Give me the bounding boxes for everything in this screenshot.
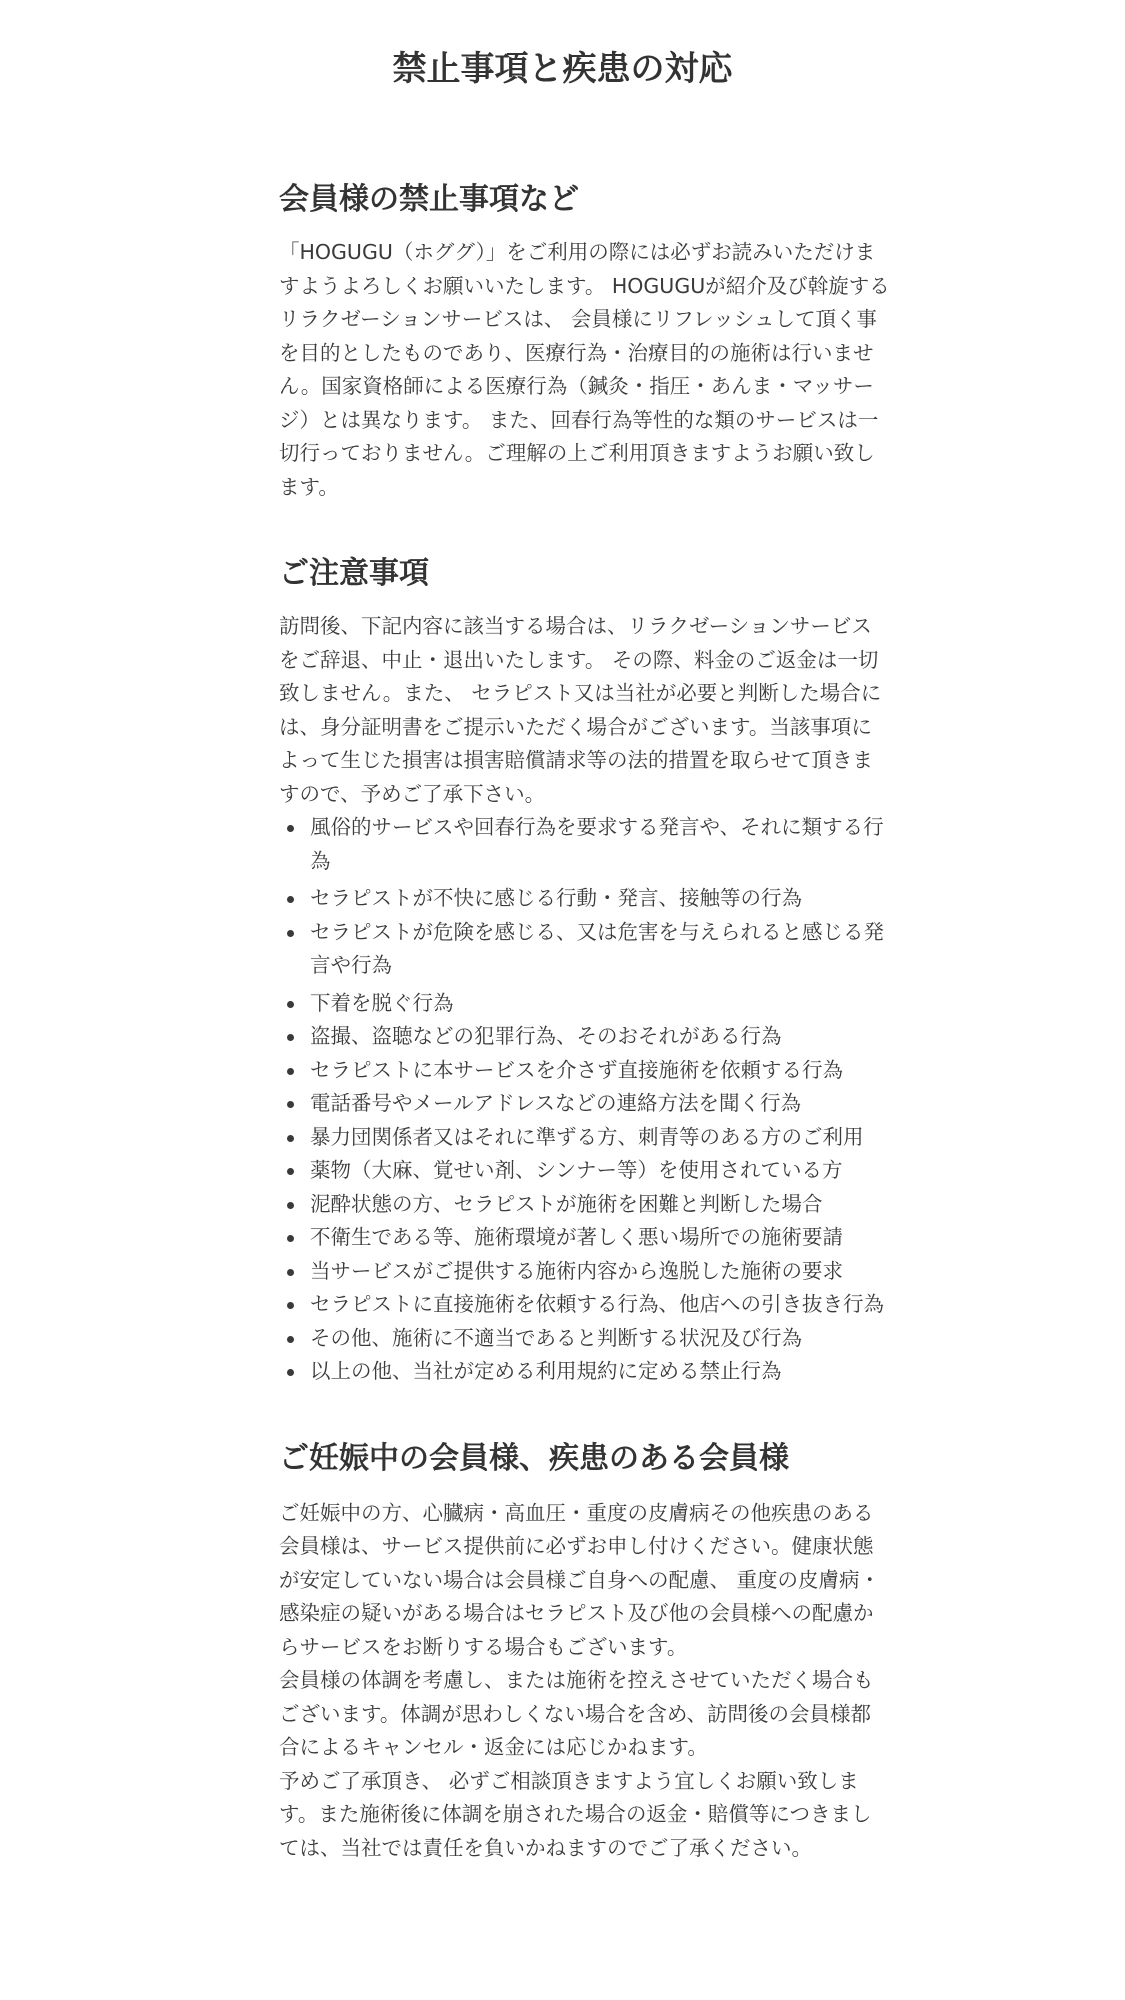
list-item-text: セラピストが不快に感じる行動・発言、接触等の行為 — [310, 886, 802, 910]
list-item — [279, 987, 891, 1021]
bullet-icon — [287, 1269, 294, 1276]
list-item — [279, 916, 891, 983]
list-item-text: セラピストが危険を感じる、又は危害を与えられると感じる発言や行為 — [310, 919, 884, 977]
bullet-icon — [287, 1302, 294, 1309]
list-item-text: 風俗的サービスや回春行為を要求する発言や、それに類する行為 — [310, 815, 884, 873]
list-item — [279, 1188, 891, 1222]
prohibited-acts-list — [279, 811, 891, 1389]
list-item-text: セラピストに本サービスを介さず直接施術を依頼する行為 — [310, 1057, 843, 1082]
list-item-text: 盗撮、盗聴などの犯罪行為、そのおそれがある行為 — [310, 1024, 782, 1048]
list-item-text: 暴力団関係者又はそれに準ずる方、刺青等のある方のご利用 — [310, 1124, 864, 1149]
bullet-icon — [287, 896, 294, 903]
list-item — [279, 1355, 891, 1389]
list-item-text: 薬物（大麻、覚せい剤、シンナー等）を使用されている方 — [310, 1158, 843, 1182]
bullet-icon — [287, 1336, 294, 1343]
list-item-text: 以上の他、当社が定める利用規約に定める禁止行為 — [310, 1359, 782, 1383]
bullet-icon — [287, 1235, 294, 1242]
bullet-icon — [287, 1034, 294, 1041]
section-cautions — [279, 550, 891, 1389]
list-item-text: 下着を脱ぐ行為 — [310, 990, 454, 1015]
list-item-text: 不衛生である等、施術環境が著しく悪い場所での施術要請 — [310, 1225, 843, 1249]
bullet-icon — [287, 1369, 294, 1376]
bullet-icon — [287, 1202, 294, 1209]
list-item — [279, 1255, 891, 1289]
bullet-icon — [287, 1101, 294, 1108]
list-item-text: セラピストに直接施術を依頼する行為、他店への引き抜き行為 — [310, 1292, 884, 1316]
list-item-text: 泥酔状態の方、セラピストが施術を困難と判断した場合 — [310, 1191, 823, 1216]
bullet-icon — [287, 1168, 294, 1175]
section-paragraph: 予めご了承頂き、 必ずご相談頂きますよう宜しくお願い致します。また施術後に体調を崩された場合の返金・賠償等につきましては、当社では責任を負いかねますのでご了承ください。 — [279, 1768, 872, 1860]
list-item — [279, 1288, 891, 1322]
bullet-icon — [287, 930, 294, 937]
section-paragraph: ご妊娠中の方、心臓病・高血圧・重度の皮膚病その他疾患のある会員様は、サービス提供前に必ずお申し付けください。健康状態が安定していない場合は会員様ご自身への配慮、 重度の皮膚病・感染症の疑いがある場合はセラピスト及び他の会員様への配慮からサービスをお断りする場合もございます。 — [279, 1500, 881, 1659]
section-member-prohibitions — [279, 176, 891, 504]
list-item-text: その他、施術に不適当であると判断する状況及び行為 — [310, 1325, 802, 1350]
bullet-icon — [287, 1068, 294, 1075]
section-paragraph: 会員様の体調を考慮し、または施術を控えさせていただく場合もございます。体調が思わしくない場合を含め、訪問後の会員様都合によるキャンセル・返金には応じかねます。 — [279, 1668, 874, 1759]
list-item-text: 電話番号やメールアドレスなどの連絡方法を聞く行為 — [310, 1091, 801, 1115]
bullet-icon — [287, 1001, 294, 1008]
list-item — [279, 882, 891, 916]
section-pregnancy-illness — [279, 1435, 891, 1866]
section-heading: ご注意事項 — [279, 556, 429, 591]
list-item — [279, 1054, 891, 1088]
bullet-icon — [287, 1135, 294, 1142]
section-heading: 会員様の禁止事項など — [279, 182, 579, 217]
list-item — [279, 1322, 891, 1356]
main-content — [279, 176, 891, 1865]
section-paragraph: 訪問後、下記内容に該当する場合は、リラクゼーションサービスをご辞退、中止・退出いたします。 その際、料金のご返金は一切致しません。また、 セラピスト又は当社が必要と判断した場合には、身分証明書をご提示いただく場合がございます。当該事項によって生じた損害は損害賠償請求等の法的措置を取らせて頂きますので、予めご了承下さい。 — [279, 614, 882, 806]
bullet-icon — [287, 825, 294, 832]
section-heading: ご妊娠中の会員様、疾患のある会員様 — [279, 1440, 789, 1476]
list-item — [279, 1121, 891, 1155]
section-paragraph: 「HOGUGU（ホググ）」をご利用の際には必ずお読みいただけますようよろしくお願いいたします。 HOGUGUが紹介及び斡旋するリラクゼーションサービスは、 会員様にリフレッシュして頂く事を目的としたものであり、医療行為・治療目的の施術は行いません。国家資格師による医療行為（鍼灸・指圧・あんま・マッサージ）とは異なります。 また、回春行為等性的な類のサービスは一切行っておりません。ご理解の上ご利用頂きますようお願い致します。 — [279, 240, 890, 499]
list-item — [279, 1154, 891, 1188]
page-title: 禁止事項と疾患の対応 — [392, 49, 733, 89]
list-item — [279, 1020, 891, 1054]
list-item — [279, 1087, 891, 1121]
list-item-text: 当サービスがご提供する施術内容から逸脱した施術の要求 — [310, 1258, 843, 1283]
list-item — [279, 811, 891, 878]
list-item — [279, 1221, 891, 1255]
